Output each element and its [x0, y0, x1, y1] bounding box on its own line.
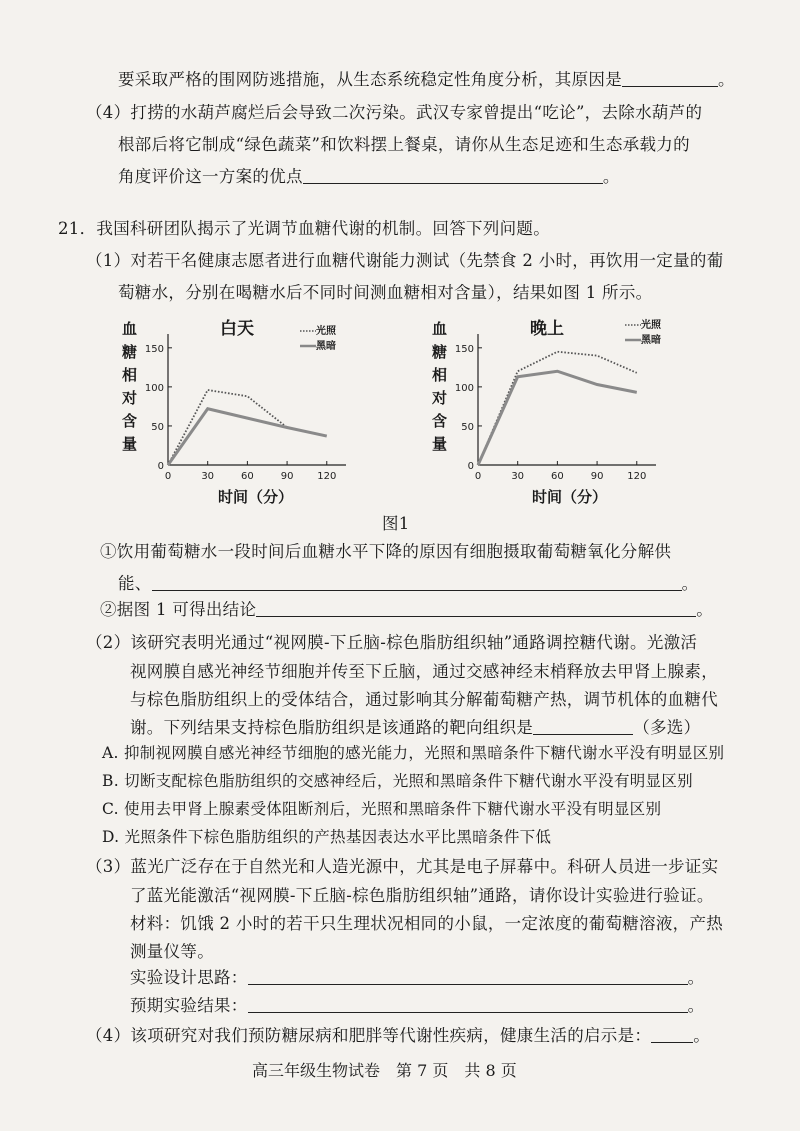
answer-blank[interactable] [651, 1026, 693, 1043]
chart-day-plot [120, 310, 370, 510]
q21-1-1-line1: ①饮用葡萄糖水一段时间后血糖水平下降的原因有细胞摄取葡萄糖氧化分解供 [100, 542, 672, 561]
legend-dark: 黑暗 [641, 335, 661, 346]
series-line-light [478, 352, 637, 465]
chart-title: 晚上 [530, 319, 564, 339]
x-tick-label: 30 [511, 471, 525, 482]
answer-blank[interactable] [303, 167, 603, 184]
y-tick-label: 100 [454, 382, 474, 394]
legend-dark: 黑暗 [316, 341, 336, 352]
q21-p2-line1: （2）该研究表明光通过“视网膜-下丘脑-棕色脂肪组织轴”通路调控糖代谢。光激活 [86, 633, 698, 652]
q21-stem: 21．我国科研团队揭示了光调节血糖代谢的机制。回答下列问题。 [58, 219, 551, 238]
answer-blank[interactable] [248, 968, 688, 985]
option-b[interactable]: B. 切断支配棕色脂肪组织的交感神经后，光照和黑暗条件下糖代谢水平没有明显区别 [102, 772, 693, 790]
x-tick-label: 0 [164, 471, 172, 482]
x-tick-label: 90 [280, 471, 294, 482]
q21-p2-line4: 谢。下列结果支持棕色脂肪组织是该通路的靶向组织是 （多选） [130, 718, 701, 737]
chart-title: 白天 [220, 319, 254, 339]
q21-p3-line2: 了蓝光能激活“视网膜-下丘脑-棕色脂肪组织轴”通路，请你设计实验进行验证。 [130, 886, 714, 905]
x-tick-label: 30 [201, 471, 215, 482]
y-tick-label: 150 [144, 343, 164, 355]
x-tick-label: 0 [474, 471, 482, 482]
answer-blank[interactable] [622, 70, 718, 87]
q21-p3-line4: 测量仪等。 [130, 942, 214, 961]
q21-1-1-line2: 能、 。 [118, 574, 699, 593]
chart-night [430, 310, 690, 510]
legend-light: 光照 [316, 326, 336, 337]
chart-day [120, 310, 370, 510]
q21-p2-line2: 视网膜自感光神经节细胞并传至下丘脑，通过交感神经末梢释放去甲肾上腺素， [130, 662, 718, 681]
q20-part4-line1: （4）打捞的水葫芦腐烂后会导致二次污染。武汉专家曾提出“吃论”，去除水葫芦的 [86, 103, 703, 122]
figure-caption: 图1 [382, 514, 410, 533]
y-tick-label: 0 [467, 461, 474, 472]
y-tick-label: 0 [157, 461, 164, 472]
y-tick-label: 50 [151, 421, 164, 433]
answer-blank[interactable] [533, 718, 633, 735]
q21-p1-line2: 萄糖水，分别在喝糖水后不同时间测血糖相对含量），结果如图 1 所示。 [118, 283, 653, 302]
option-c[interactable]: C. 使用去甲肾上腺素受体阻断剂后，光照和黑暗条件下糖代谢水平没有明显区别 [102, 800, 662, 818]
q21-p1-line1: （1）对若干名健康志愿者进行血糖代谢能力测试（先禁食 2 小时，再饮用一定量的葡 [86, 251, 724, 270]
y-tick-label: 100 [144, 382, 164, 394]
series-line-dark [168, 409, 327, 465]
answer-blank[interactable] [152, 574, 682, 591]
page-footer: 高三年级生物试卷 第 7 页 共 8 页 [252, 1061, 517, 1080]
x-axis-label: 时间（分） [218, 488, 294, 506]
chart-night-plot [430, 310, 690, 510]
answer-blank[interactable] [256, 600, 696, 617]
q21-1-2: ②据图 1 可得出结论 。 [100, 600, 714, 619]
q20-part4-line3: 角度评价这一方案的优点 。 [118, 167, 620, 186]
x-tick-label: 60 [551, 471, 564, 482]
option-a[interactable]: A. 抑制视网膜自感光神经节细胞的感光能力，光照和黑暗条件下糖代谢水平没有明显区别 [102, 744, 725, 762]
option-d[interactable]: D. 光照条件下棕色脂肪组织的产热基因表达水平比黑暗条件下低 [102, 828, 552, 846]
q20-part4-line2: 根部后将它制成“绿色蔬菜”和饮料摆上餐桌，请你从生态足迹和生态承载力的 [118, 135, 690, 154]
q21-p3-design: 实验设计思路： 。 [130, 968, 705, 987]
q20-line1: 要采取严格的围网防逃措施，从生态系统稳定性角度分析，其原因是 。 [118, 70, 735, 89]
q21-p3-line1: （3）蓝光广泛存在于自然光和人造光源中，尤其是电子屏幕中。科研人员进一步证实 [86, 857, 719, 876]
series-line-light [168, 390, 327, 465]
y-tick-label: 150 [454, 343, 474, 355]
answer-blank[interactable] [248, 996, 688, 1013]
x-tick-label: 120 [317, 471, 337, 482]
legend-light: 光照 [641, 320, 661, 331]
q21-p3-line3: 材料：饥饿 2 小时的若干只生理状况相同的小鼠，一定浓度的葡萄糖溶液，产热 [130, 914, 724, 933]
x-tick-label: 90 [590, 471, 604, 482]
series-line-dark [478, 371, 637, 465]
y-axis-label: 血糖相对含量 [432, 320, 448, 453]
y-tick-label: 50 [461, 421, 474, 433]
x-tick-label: 120 [627, 471, 647, 482]
q21-p2-line3: 与棕色脂肪组织上的受体结合，通过影响其分解葡萄糖产热，调节机体的血糖代 [130, 690, 718, 709]
x-axis-label: 时间（分） [532, 488, 608, 506]
y-axis-label: 血糖相对含量 [122, 320, 138, 453]
x-tick-label: 60 [241, 471, 254, 482]
q21-p4: （4）该项研究对我们预防糖尿病和肥胖等代谢性疾病，健康生活的启示是： 。 [86, 1026, 711, 1045]
q21-p3-result: 预期实验结果： 。 [130, 996, 705, 1015]
